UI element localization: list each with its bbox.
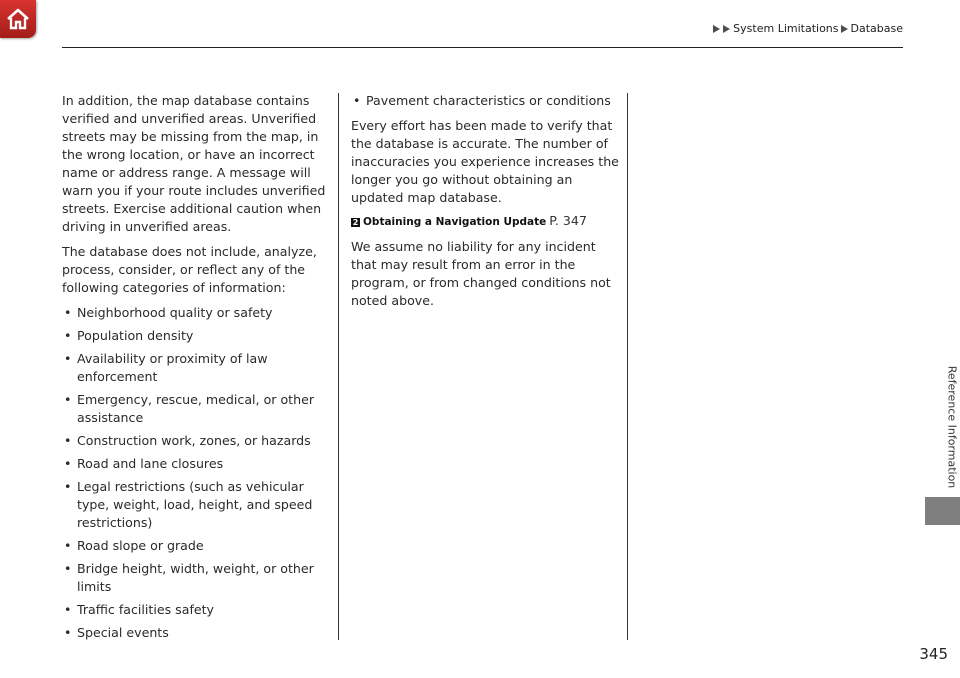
breadcrumb — [713, 22, 903, 35]
list-item — [62, 304, 330, 322]
list-item-text: Road and lane closures — [77, 456, 224, 471]
list-item-text: Neighborhood quality or safety — [77, 305, 273, 320]
right-column — [351, 92, 619, 317]
list-item-text: Population density — [77, 328, 194, 343]
bullet-icon: • — [64, 392, 72, 407]
list-item-text: Legal restrictions (such as vehicular type, weight, load, height, and speed restrictions) — [77, 479, 313, 530]
side-tab-marker — [925, 497, 960, 525]
bullet-icon: • — [64, 328, 72, 343]
breadcrumb-arrow-icon — [723, 25, 730, 33]
intro-paragraph: In addition, the map database contains verified and unverified areas. Unverified streets may be missing from the map, in the wrong location, or have an incorrect name or address range. A message will warn you if your route includes unverified streets. Exercise additional caution when driving in unverified areas. — [62, 93, 326, 234]
list-item — [62, 478, 330, 532]
list-item-text: Availability or proximity of law enforcement — [77, 351, 268, 384]
list-item-text: Road slope or grade — [77, 538, 204, 553]
bullet-icon: • — [64, 456, 72, 471]
bullet-icon: • — [64, 479, 72, 494]
column-divider — [338, 93, 339, 640]
breadcrumb-arrow-icon — [841, 25, 848, 33]
categories-list — [62, 304, 330, 642]
bullet-icon: • — [64, 602, 72, 617]
cross-reference-page: P. 347 — [549, 213, 587, 228]
list-item-text: Emergency, rescue, medical, or other assistance — [77, 392, 314, 425]
side-tab-label: Reference Information — [945, 365, 959, 489]
list-item-text: Construction work, zones, or hazards — [77, 433, 311, 448]
accuracy-paragraph: Every effort has been made to verify that the database is accurate. The number of inaccuracies you experience increases the longer you go without obtaining an updated map database. — [351, 118, 619, 205]
list-item — [62, 560, 330, 596]
bullet-icon: • — [64, 433, 72, 448]
cross-reference-icon: 2 — [352, 218, 359, 227]
side-tab[interactable] — [945, 367, 959, 487]
list-item-text: Pavement characteristics or conditions — [366, 93, 611, 108]
list-item — [62, 432, 330, 450]
list-item — [62, 391, 330, 427]
cross-reference-title: Obtaining a Navigation Update — [363, 216, 547, 228]
left-column — [62, 92, 330, 647]
list-item — [62, 624, 330, 642]
cross-reference-link[interactable] — [351, 212, 619, 231]
bullet-icon: • — [353, 93, 361, 108]
list-item — [62, 601, 330, 619]
list-item — [62, 537, 330, 555]
list-item-text: Special events — [77, 625, 169, 640]
list-item-text: Traffic facilities safety — [77, 602, 215, 617]
list-item — [62, 455, 330, 473]
list-item-text: Bridge height, width, weight, or other limits — [77, 561, 314, 594]
list-item — [62, 350, 330, 386]
column-divider — [627, 93, 628, 640]
home-button[interactable] — [0, 0, 36, 38]
bullet-icon: • — [64, 351, 72, 366]
breadcrumb-item-system-limitations[interactable]: System Limitations — [733, 22, 839, 35]
categories-paragraph: The database does not include, analyze, process, consider, or reflect any of the following categories of information: — [62, 244, 317, 295]
liability-paragraph: We assume no liability for any incident that may result from an error in the program, or from changed conditions not noted above. — [351, 239, 611, 308]
bullet-icon: • — [64, 561, 72, 576]
list-item — [351, 92, 619, 110]
list-item — [62, 327, 330, 345]
bullet-icon: • — [64, 538, 72, 553]
header-divider — [62, 47, 903, 48]
breadcrumb-item-database: Database — [850, 22, 903, 35]
home-icon — [5, 7, 31, 31]
bullet-icon: • — [64, 625, 72, 640]
breadcrumb-arrow-icon — [713, 25, 720, 33]
bullet-icon: • — [64, 305, 72, 320]
page-number: 345 — [919, 645, 948, 663]
conditions-list — [351, 92, 619, 110]
